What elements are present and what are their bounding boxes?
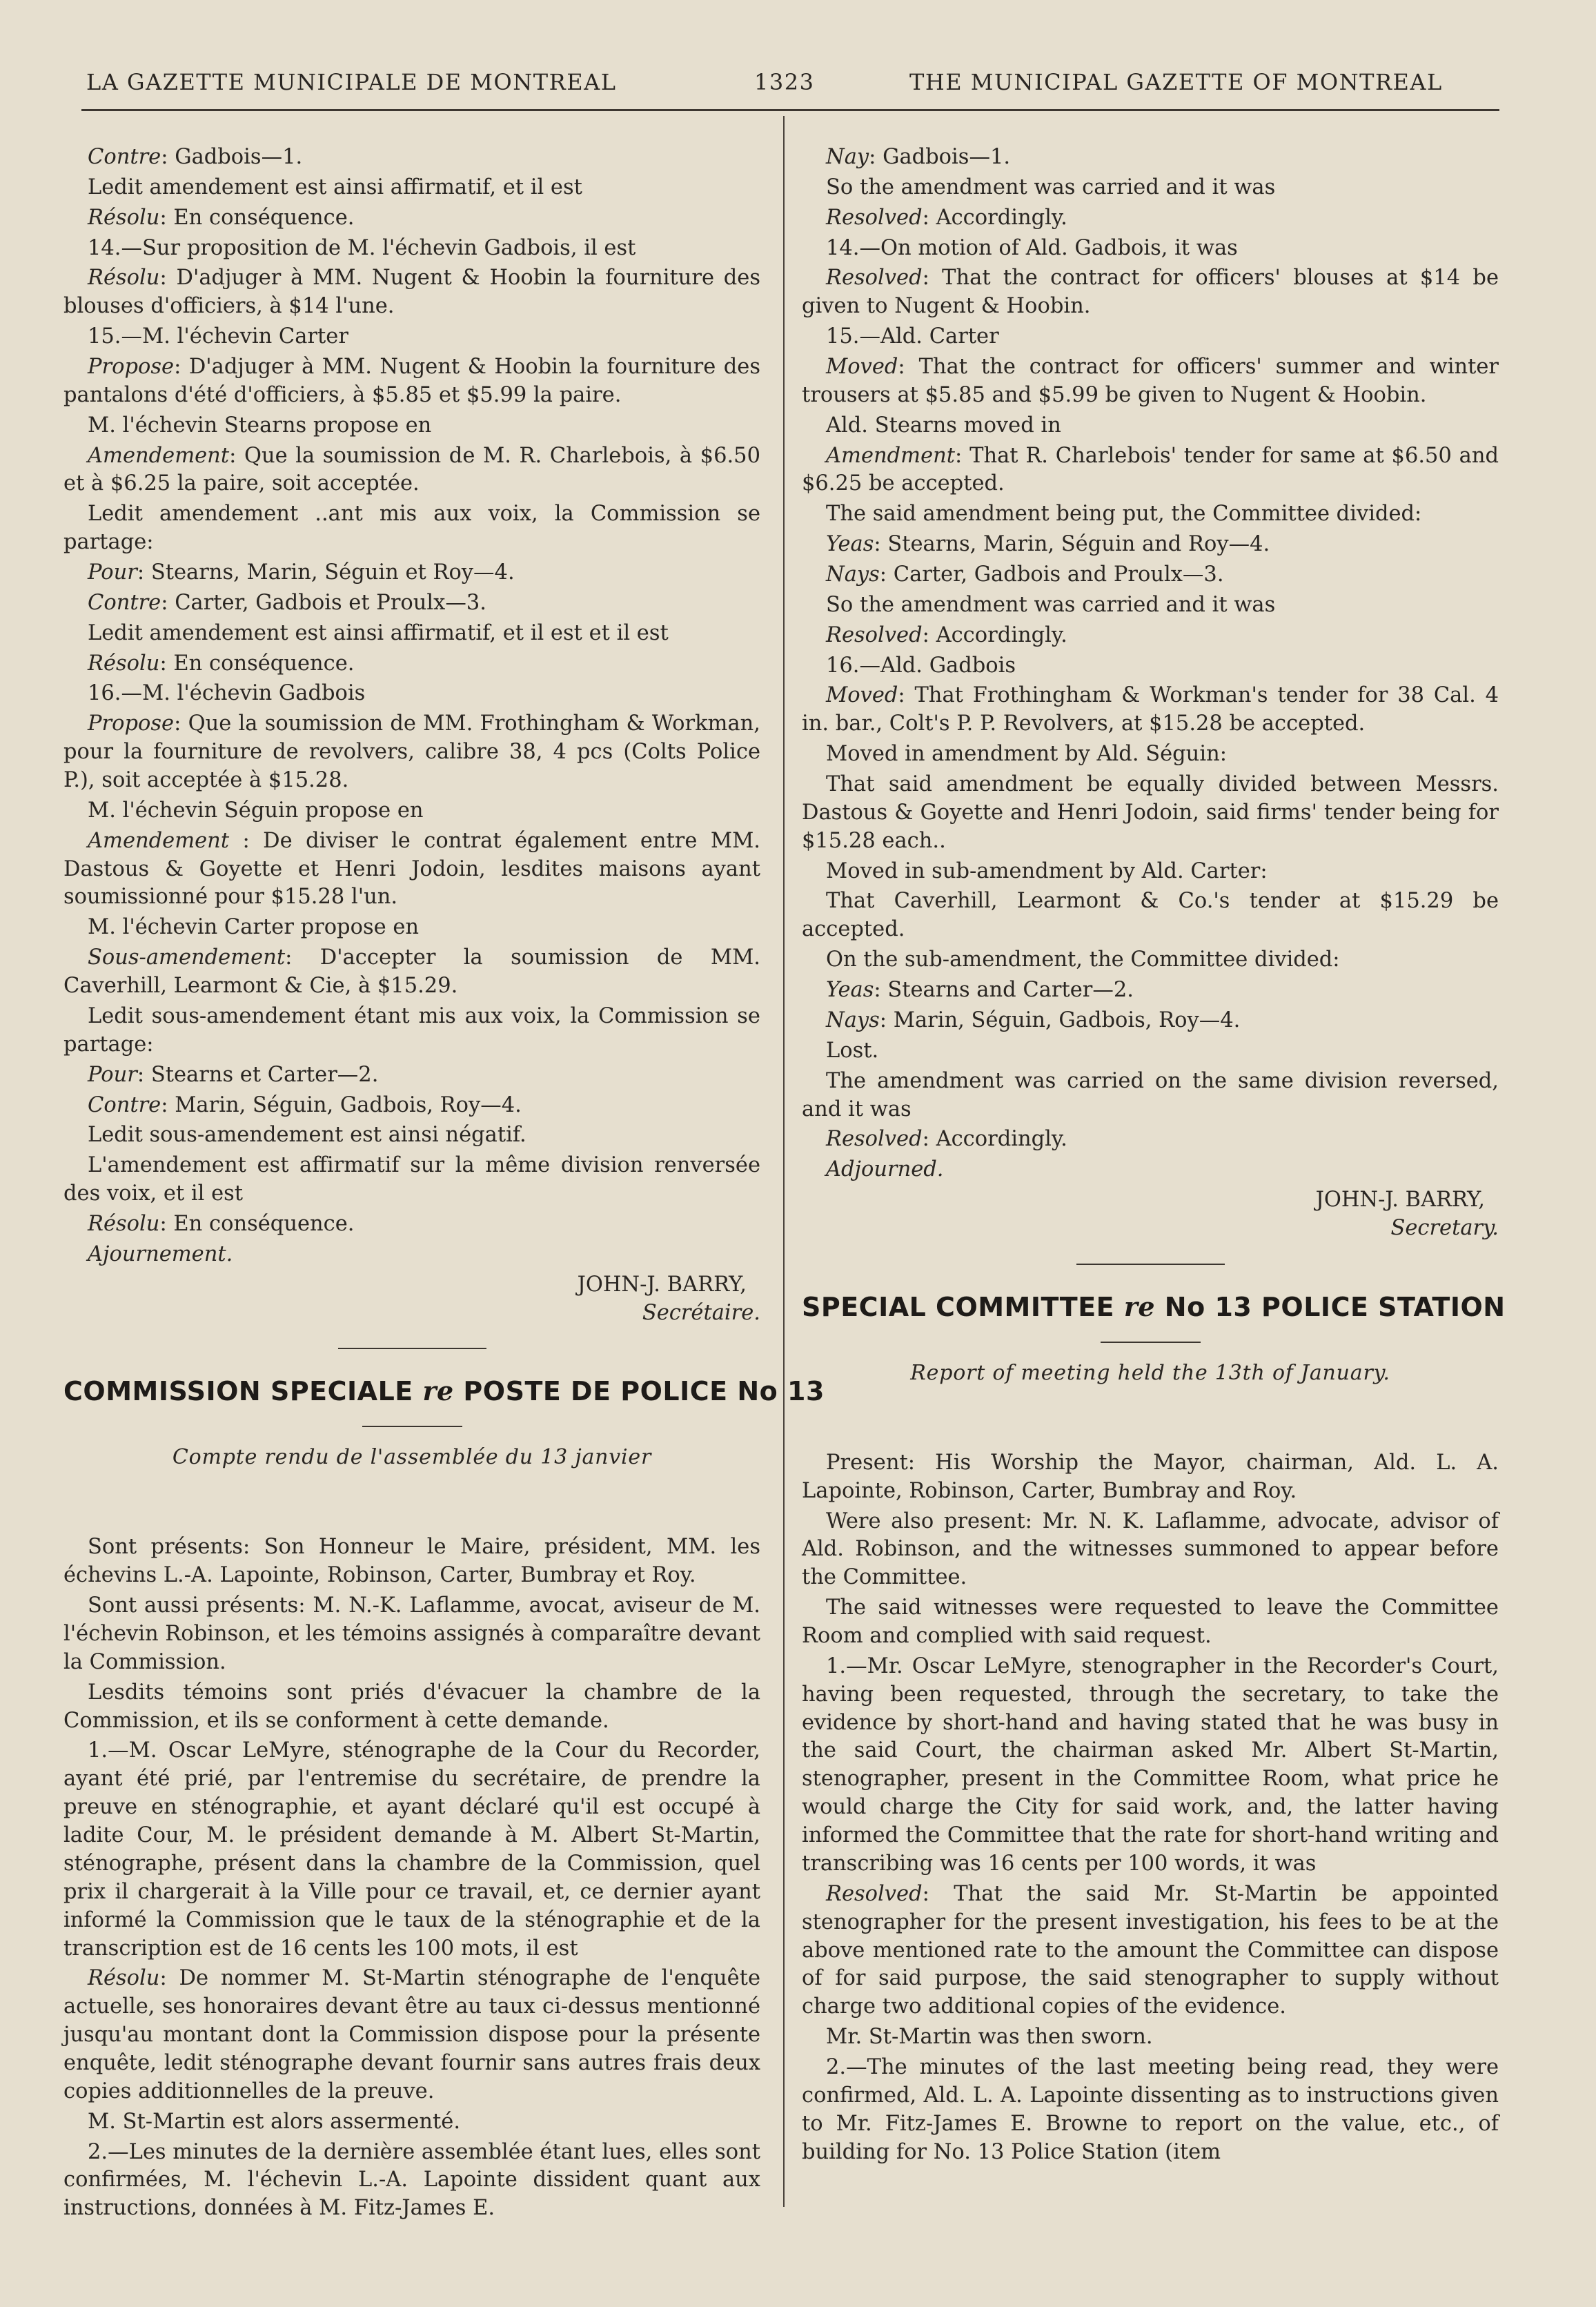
paragraph-lead: Amendement (88, 443, 230, 468)
section-heading: SPECIAL COMMITTEE re No 13 POLICE STATION (802, 1290, 1506, 1322)
paragraph (802, 1007, 1499, 1035)
paragraph (802, 235, 1499, 263)
french-meeting-report (63, 1533, 760, 2223)
signature-name: JOHN-J. BARRY, (577, 1272, 747, 1297)
paragraph (63, 710, 760, 795)
paragraph-lead: Résolu (88, 266, 160, 291)
section-separator (338, 1348, 486, 1349)
paragraph-text: Ledit amendement est ainsi affirmatif, et il est et il est (88, 620, 669, 645)
paragraph-lead: Nays (826, 1008, 880, 1032)
english-column (802, 144, 1506, 2168)
paragraph-text: Ledit sous-amendement étant mis aux voix, la Commission se partage: (63, 1003, 760, 1057)
french-column (63, 144, 825, 2225)
paragraph (802, 976, 1499, 1005)
paragraph-lead: Resolved (826, 205, 923, 230)
paragraph-text: 15.—M. l'échevin Carter (88, 324, 348, 349)
section-subheading: Report of meeting held the 13th of January. (910, 1360, 1390, 1385)
paragraph-text: Mr. St-Martin was then sworn. (826, 2025, 1153, 2050)
paragraph-lead: Resolved (826, 622, 923, 647)
paragraph (802, 2054, 1499, 2166)
paragraph-lead: Contre (88, 145, 161, 169)
paragraph (63, 1592, 760, 1677)
paragraph (63, 264, 760, 321)
paragraph-text: Moved in sub-amendment by Ald. Carter: (826, 858, 1268, 883)
paragraph (802, 887, 1499, 944)
paragraph-text: Sont aussi présents: M. N.-K. Laflamme, avocat, aviseur de M. l'échevin Robinson, et les témoins assignés à comparaître devant la Commission. (63, 1593, 760, 1674)
paragraph-text: : Gadbois—1. (161, 145, 303, 169)
paragraph-text: Ald. Stearns moved in (826, 413, 1061, 438)
paragraph (802, 622, 1499, 650)
paragraph-lead: Nay (826, 145, 869, 169)
paragraph (63, 144, 760, 172)
paragraph-text: : That the said Mr. St-Martin be appointed stenographer for the present investigation, his fees to be at the above mentioned rate to the amount the Committee can dispose of for said purpose, the said stenographer to supply without charge two additional copies of the evidence. (802, 1881, 1499, 2019)
paragraph-text: : That the contract for officers' blouses at $14 be given to Nugent & Hoobin. (802, 266, 1499, 319)
paragraph-text: Ledit amendement est ainsi affirmatif, et il est (88, 175, 582, 199)
paragraph-lead: Amendement (88, 828, 230, 853)
paragraph-text: : That the contract for officers' summer and winter trousers at $5.85 and $5.99 be given to Nugent & Hoobin. (802, 355, 1499, 407)
paragraph-lead: Amendment (826, 443, 956, 468)
paragraph-lead: Resolved (826, 266, 923, 291)
paragraph (63, 827, 760, 912)
paragraph-lead: Contre (88, 590, 161, 615)
paragraph (802, 2023, 1499, 2052)
paragraph-text: Ledit amendement ..ant mis aux voix, la Commission se partage: (63, 502, 760, 555)
paragraph (63, 1533, 760, 1590)
paragraph-text: : D'adjuger à MM. Nugent & Hoobin la fourniture des blouses d'officiers, à $14 l'une. (63, 266, 760, 319)
paragraph (802, 323, 1499, 351)
paragraph-text: M. l'échevin Séguin propose en (88, 798, 424, 823)
column-divider (783, 116, 785, 2207)
paragraph-text: : Stearns, Marin, Séguin et Roy—4. (137, 560, 515, 585)
paragraph (63, 174, 760, 202)
paragraph-text: Ledit sous-amendement est ainsi négatif. (88, 1123, 526, 1148)
paragraph-text: 1.—M. Oscar LeMyre, sténographe de la Cour du Recorder, ayant été prié, par l'entremise du secrétaire, de prendre la preuve en sténographie, et ayant déclaré qu'il est occupé à ladite Cour, M. le président demande à M. Albert St-Martin, sténographe, présent dans la chambre de la Commission, quel prix il chargerait à la Ville pour ce travail, et, ce dernier ayant informé la Commission que le taux de la sténographie et de la transcription est de 16 cents les 100 mots, il est (63, 1738, 760, 1961)
signature-name: JOHN-J. BARRY, (1315, 1188, 1485, 1213)
french-minutes-continued (63, 144, 760, 1269)
paragraph (63, 323, 760, 351)
paragraph-text: : Stearns, Marin, Séguin and Roy—4. (874, 532, 1270, 557)
paragraph (63, 2139, 760, 2223)
paragraph (63, 1152, 760, 1208)
paragraph-text: : That R. Charlebois' tender for same at $6.50 and $6.25 be accepted. (802, 443, 1499, 496)
paragraph-lead: Résolu (88, 1211, 160, 1236)
paragraph-text: 1.—Mr. Oscar LeMyre, stenographer in the Recorder's Court, having been requested, through the secretary, to take the evidence by short-hand and having stated that he was busy in the said Court, the chairman asked Mr. Albert St-Martin, stenographer, present in the Committee Room, what price he would charge the City for said work, and, the latter having informed the Committee that the rate for short-hand writing and transcribing was 16 cents per 100 words, it was (802, 1653, 1499, 1876)
section-subheading: Compte rendu de l'assemblée du 13 janvier (172, 1445, 652, 1470)
paragraph-text: M. l'échevin Stearns propose en (88, 413, 432, 438)
paragraph (802, 531, 1499, 559)
paragraph-text: : Accordingly. (922, 205, 1067, 230)
paragraph (802, 442, 1499, 499)
header-right-title: THE MUNICIPAL GAZETTE OF MONTREAL (909, 69, 1443, 95)
paragraph-lead: Ajournement. (88, 1241, 233, 1266)
paragraph-lead: Resolved (826, 1127, 923, 1152)
paragraph-text: 16.—Ald. Gadbois (826, 653, 1016, 678)
paragraph-text: So the amendment was carried and it was (826, 175, 1276, 199)
paragraph-text: : D'accepter la soumission de MM. Caverhill, Learmont & Cie, à $15.29. (63, 945, 760, 999)
paragraph-text: : Stearns and Carter—2. (874, 978, 1134, 1003)
paragraph-text: : En conséquence. (159, 205, 355, 230)
paragraph-lead: Adjourned. (826, 1157, 944, 1182)
paragraph-lead: Resolved (826, 1881, 923, 1906)
paragraph (63, 650, 760, 678)
paragraph-lead: Nays (826, 562, 880, 587)
paragraph (63, 589, 760, 618)
paragraph-text: 2.—Les minutes de la dernière assemblée étant lues, elles sont confirmées, M. l'échevin L.-A. Lapointe dissident quant aux instructions, données à M. Fitz-James E. (63, 2139, 760, 2221)
section-separator (1076, 1264, 1225, 1265)
paragraph-lead: Sous-amendement (88, 945, 286, 970)
section-heading: COMMISSION SPECIALE re POSTE DE POLICE No 13 (63, 1375, 825, 1407)
paragraph (63, 235, 760, 263)
paragraph (802, 264, 1499, 321)
paragraph-text: Were also present: Mr. N. K. Laflamme, advocate, advisor of Ald. Robinson, and the witnesses summoned to appear before the Committee. (802, 1509, 1499, 1590)
paragraph (802, 1508, 1499, 1593)
paragraph (802, 682, 1499, 738)
paragraph-lead: Résolu (88, 651, 160, 676)
paragraph-text: : Carter, Gadbois and Proulx—3. (879, 562, 1224, 587)
paragraph (802, 591, 1499, 620)
paragraph (802, 1156, 1499, 1184)
paragraph-lead: Pour (88, 1062, 137, 1087)
paragraph (802, 174, 1499, 202)
signature-title: Secrétaire. (642, 1300, 760, 1325)
paragraph-text: M. St-Martin est alors assermenté. (88, 2109, 461, 2134)
paragraph-text: 14.—On motion of Ald. Gadbois, it was (826, 235, 1238, 260)
paragraph (63, 620, 760, 648)
paragraph-text: : Marin, Séguin, Gadbois, Roy—4. (879, 1008, 1241, 1032)
paragraph (802, 771, 1499, 856)
paragraph-text: Sont présents: Son Honneur le Maire, président, MM. les échevins L.-A. Lapointe, Robinson, Carter, Bumbray et Roy. (63, 1535, 760, 1588)
paragraph-text: : That Frothingham & Workman's tender for 38 Cal. 4 in. bar., Colt's P. P. Revolvers, at $15.28 be accepted. (802, 683, 1499, 736)
paragraph-lead: Pour (88, 560, 137, 585)
paragraph (63, 1210, 760, 1239)
heading-rule (1101, 1342, 1201, 1343)
paragraph (802, 353, 1499, 410)
paragraph-text: Moved in amendment by Ald. Séguin: (826, 742, 1228, 767)
paragraph (63, 1092, 760, 1120)
paragraph (802, 1037, 1499, 1066)
paragraph (802, 1594, 1499, 1651)
paragraph (802, 500, 1499, 529)
paragraph-text: : Gadbois—1. (869, 145, 1011, 169)
paragraph-text: 16.—M. l'échevin Gadbois (88, 681, 366, 706)
paragraph (63, 1003, 760, 1059)
paragraph-lead: Propose (88, 355, 175, 380)
paragraph (802, 144, 1499, 172)
paragraph (63, 1679, 760, 1736)
paragraph (802, 204, 1499, 233)
paragraph (63, 944, 760, 1001)
page-number: 1323 (754, 69, 815, 95)
paragraph (63, 1061, 760, 1090)
paragraph-text: Lost. (826, 1038, 879, 1063)
paragraph-lead: Moved (826, 683, 898, 708)
paragraph (802, 858, 1499, 886)
paragraph (63, 559, 760, 587)
paragraph-lead: Propose (88, 711, 175, 736)
paragraph (63, 1241, 760, 1269)
paragraph-text: That Caverhill, Learmont & Co.'s tender at $15.29 be accepted. (802, 889, 1499, 942)
paragraph (802, 561, 1499, 589)
paragraph-text: : En conséquence. (159, 651, 355, 676)
paragraph (63, 500, 760, 557)
paragraph-lead: Contre (88, 1092, 161, 1117)
paragraph (802, 946, 1499, 974)
heading-rule (362, 1426, 462, 1427)
paragraph-text: : Que la soumission de M. R. Charlebois, à $6.50 et à $6.25 la paire, soit acceptée. (63, 443, 760, 496)
paragraph-lead: Résolu (88, 205, 160, 230)
header-left-title: LA GAZETTE MUNICIPALE DE MONTREAL (86, 69, 617, 95)
paragraph-text: Lesdits témoins sont priés d'évacuer la chambre de la Commission, et ils se conforment à cette demande. (63, 1680, 760, 1733)
paragraph-text: The said witnesses were requested to leave the Committee Room and complied with said request. (802, 1596, 1499, 1649)
paragraph (63, 1737, 760, 1963)
paragraph-text: : D'adjuger à MM. Nugent & Hoobin la fourniture des pantalons d'été d'officiers, à $5.85 et $5.99 la paire. (63, 355, 760, 407)
paragraph-lead: Yeas (826, 978, 874, 1003)
paragraph (802, 1449, 1499, 1506)
paragraph-text: The amendment was carried on the same division reversed, and it was (802, 1068, 1499, 1121)
paragraph (63, 797, 760, 825)
paragraph (63, 2108, 760, 2137)
paragraph (63, 914, 760, 942)
paragraph-text: M. l'échevin Carter propose en (88, 915, 420, 940)
paragraph (802, 1126, 1499, 1154)
paragraph-lead: Résolu (88, 1966, 160, 1991)
paragraph-text: L'amendement est affirmatif sur la même division renversée des voix, et il est (63, 1153, 760, 1206)
paragraph (63, 680, 760, 708)
paragraph-text: : De nommer M. St-Martin sténographe de l'enquête actuelle, ses honoraires devant être au taux ci-dessus mentionné jusqu'au montant dont la Commission dispose pour la présente enquête, ledit sténographe devant fournir sans autres frais deux copies additionnelles de la preuve. (63, 1966, 760, 2103)
paragraph-text: : Marin, Séguin, Gadbois, Roy—4. (161, 1092, 522, 1117)
paragraph-text: On the sub-amendment, the Committee divided: (826, 948, 1340, 972)
english-meeting-report (802, 1449, 1499, 2166)
paragraph-lead: Moved (826, 355, 898, 380)
paragraph (63, 412, 760, 440)
paragraph (802, 740, 1499, 769)
paragraph-lead: Yeas (826, 532, 874, 557)
paragraph-text: 15.—Ald. Carter (826, 324, 999, 349)
paragraph-text: That said amendment be equally divided between Messrs. Dastous & Goyette and Henri Jodoin, said firms' tender being for $15.28 each.. (802, 772, 1499, 853)
header-rule (81, 109, 1499, 111)
paragraph-text: So the amendment was carried and it was (826, 592, 1276, 617)
paragraph (63, 1121, 760, 1150)
paragraph (802, 1653, 1499, 1878)
paragraph (63, 353, 760, 410)
paragraph (63, 1965, 760, 2105)
paragraph (63, 442, 760, 499)
paragraph-text: 2.—The minutes of the last meeting being read, they were confirmed, Ald. L. A. Lapointe dissenting as to instructions given to Mr. Fitz-James E. Browne to report on the value, etc., of building for No. 13 Police Station (item (802, 2054, 1499, 2164)
paragraph-text: : Carter, Gadbois et Proulx—3. (161, 590, 486, 615)
paragraph (802, 1881, 1499, 2021)
paragraph-text: : De diviser le contrat également entre MM. Dastous & Goyette et Henri Jodoin, lesdites maisons ayant soumissionné pour $15.28 l'un. (63, 828, 760, 910)
paragraph (802, 652, 1499, 680)
paragraph-text: : Accordingly. (922, 622, 1067, 647)
paragraph-text: : Stearns et Carter—2. (137, 1062, 379, 1087)
paragraph-text: : Accordingly. (922, 1127, 1067, 1152)
english-minutes-continued (802, 144, 1499, 1184)
paragraph-text: : Que la soumission de MM. Frothingham & Workman, pour la fourniture de revolvers, calibre 38, 4 pcs (Colts Police P.), soit acceptée à $15.28. (63, 711, 760, 793)
paragraph-text: 14.—Sur proposition de M. l'échevin Gadbois, il est (88, 235, 636, 260)
paragraph (802, 412, 1499, 440)
paragraph (63, 204, 760, 233)
paragraph (802, 1068, 1499, 1124)
paragraph-text: The said amendment being put, the Committee divided: (826, 502, 1422, 527)
signature-title: Secretary. (1390, 1215, 1499, 1240)
paragraph-text: : En conséquence. (159, 1211, 355, 1236)
paragraph-text: Present: His Worship the Mayor, chairman, Ald. L. A. Lapointe, Robinson, Carter, Bumbray and Roy. (802, 1450, 1499, 1503)
